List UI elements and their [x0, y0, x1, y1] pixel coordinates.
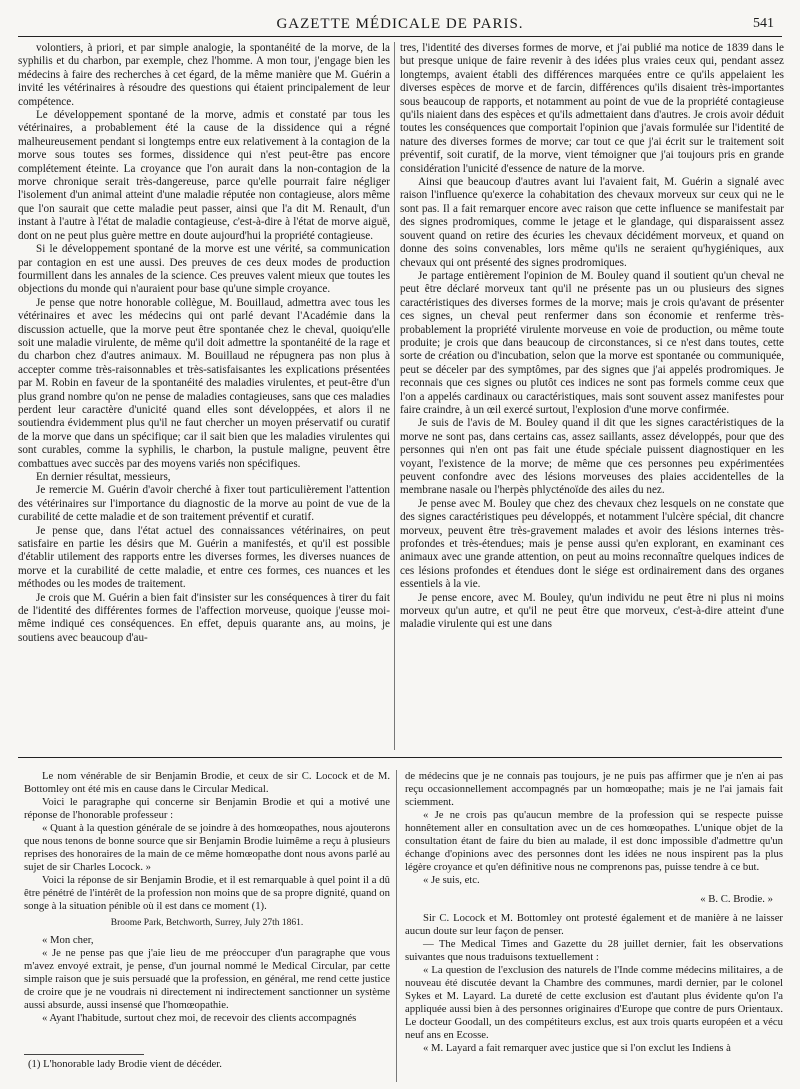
journal-title: GAZETTE MÉDICALE DE PARIS.	[276, 16, 524, 32]
paragraph: « Je ne crois pas qu'aucun membre de la profession qui se respecte puisse honnêtement aller en consultation avec un de ces homœopathes. L'unique objet de la consultation étant de faire du bien au malade, il est donc impossible d'admettre qu'un échange d'opinions avec des personnes dont les idées ne nous inspirent pas la plus légère croyance et qu'en définitive nous ne comprenons pas, puisse tendre à ce but.	[405, 809, 783, 873]
letter-dateline: Broome Park, Betchworth, Surrey, July 27th 1861.	[110, 918, 304, 928]
paragraph: Le nom vénérable de sir Benjamin Brodie, et ceux de sir C. Locock et de M. Bottomley ont été mis en cause dans le Circular Medical.	[24, 770, 390, 795]
footnote-rule	[24, 1054, 144, 1055]
column-divider	[396, 770, 397, 1082]
paragraph: « La question de l'exclusion des naturels de l'Inde comme médecins militaires, a de nouveau été discutée devant la Chambre des communes, mardi dernier, par le colonel Sykes et M. Layard. La dureté de cette exclusion est d'autant plus évidente qu'on l'a appliquée aussi bien à des personnes originaires d'Europe que contre de purs Orientaux. Le docteur Goodall, un des compétiteurs exclus, est aux trois quarts européen et a vécu neuf ans en Ecosse.	[405, 964, 783, 1041]
paragraph: Je pense encore, avec M. Bouley, qu'un individu ne peut être ni plus ni moins morveux qu'un autre, et qu'il ne peut être que morveux, c'est-à-dire atteint d'une maladie virulente qui est une dans	[400, 591, 784, 631]
paragraph: Voici le paragraphe qui concerne sir Benjamin Brodie et qui a motivé une réponse de l'honorable professeur :	[24, 796, 390, 821]
paragraph: de médecins que je ne connais pas toujours, je ne puis pas affirmer que je n'en ai pas reçu occasionnellement accompagnés par un homœopathe; mais je ne l'ai jamais fait sciemment.	[405, 770, 783, 808]
paragraph: Je pense avec M. Bouley que chez des chevaux chez lesquels on ne constate que des signes caractéristiques peu développés, et notamment l'ulcère spécial, dit chancre morveux, peuvent être très-gravement malades et avoir des lésions internes très-profondes et très-étendues; mais je pense aussi qu'en explorant, en examinant ces animaux avec une grande attention, on peut au moins reconnaître quelques indices de ces lésions profondes et étendues dont le siége est ordinairement dans des organes essentiels à la vie.	[400, 497, 784, 591]
paragraph: Ainsi que beaucoup d'autres avant lui l'avaient fait, M. Guérin a signalé avec raison l'influence qu'exerce la cohabitation des chevaux morveux sur ceux qui ne le sont pas. Il a fait remarquer encore avec raison que cette influence se manifestait par des signes prodromiques, comme le jetage et le glandage, qui disparaissent assez souvent quand on retire des écuries les chevaux décidément morveux, et quand on donne des soins convenables, lors même qu'ils ne seraient qu'hygiéniques, aux chevaux qui ont présenté des signes prodromiques.	[400, 176, 784, 269]
section-separator	[18, 757, 782, 758]
top-right-column	[400, 42, 784, 742]
paragraph: Le développement spontané de la morve, admis et constaté par tous les vétérinaires, a probablement été la cause de la dissidence qui a régné malheureusement pendant si longtemps entre eux relativement à la contagion de la morve sous toutes ses formes, dissidence qui n'est peut-être pas encore complétement éteinte. La croyance que l'on aurait dans la non-contagion de la morve chronique serait très-dangereuse, parce qu'elle pourrait faire négliger l'isolement d'un animal atteint d'une maladie réputée non contagieuse, alors même que l'on saurait que cette maladie peut passer, ainsi que l'a dit M. Renault, d'un instant à l'autre à l'état de maladie contagieuse, c'est-à-dire à l'état de morve aiguë, dont on ne peut plus guère mettre en doute aujourd'hui la propriété contagieuse.	[18, 109, 390, 242]
paragraph: Je pense que notre honorable collègue, M. Bouillaud, admettra avec tous les vétérinaires et avec les médecins qui ont parlé devant l'Académie dans la discussion actuelle, que la morve peut être spontanée chez le cheval, quoiqu'elle soit une maladie virulente, de même qu'il doit admettre la spontanéité de la rage et du charbon chez d'autres animaux. M. Bouillaud ne répugnera pas non plus à accepter comme très-raisonnables et très-satisfaisantes les explications présentées par M. Robin en faveur de la spontanéité des maladies virulentes, et peut-être d'un plus grand nombre qu'on ne pense de maladies contagieuses, sans que ces maladies perdent leur caractère d'unicité quand elles sont développées, et alors il ne soutiendra évidemment plus qu'il ne faut chercher un moyen préservatif ou curatif de la morve que dans un spécifique; car il sait bien que les maladies virulentes qui sont curables, comme la syphilis, le charbon, la pustule maligne, peuvent être combattues avec succès par des moyens variés non spécifiques.	[18, 296, 390, 470]
paragraph: volontiers, à priori, et par simple analogie, la spontanéité de la morve, de la syphilis et du charbon, par exemple, chez l'homme. A mon tour, j'engage bien les médecins à faire des recherches à cet égard, de la même manière que M. Guérin a invité les vétérinaires à résoudre des questions qui étaient principalement de leur compétence.	[18, 42, 390, 108]
paragraph: Je suis de l'avis de M. Bouley quand il dit que les signes caractéristiques de la morve ne sont pas, dans certains cas, assez saillants, assez développés, pour que des personnes qui n'en ont pas fait une étude spéciale puissent diagnostiquer en les voyant, l'existence de la morve; de même que ces personnes peu expérimentées peuvent confondre avec des lésions morveuses des plaies accidentelles de la membrane nasale ou l'herpès phlycténoïde des ailes du nez.	[400, 417, 784, 497]
bottom-right-column	[405, 770, 783, 1082]
bottom-left-column	[24, 770, 390, 1050]
paragraph: Si le développement spontané de la morve est une vérité, sa communication par contagion en est une aussi. Des preuves de ces deux modes de production fourmillent dans les annales de la science. Ces preuves valent mieux que toutes les objections du monde qui n'auraient pour base qu'une simple croyance.	[18, 243, 390, 296]
paragraph: En dernier résultat, messieurs,	[36, 471, 171, 483]
letter-signature: « B. C. Brodie. »	[700, 893, 773, 905]
paragraph: « Je suis, etc.	[423, 874, 480, 886]
paragraph: Je partage entièrement l'opinion de M. Bouley quand il soutient qu'un cheval ne peut être déclaré morveux tant qu'il ne présente pas un ou plusieurs des signes caractéristiques des diverses formes de la morve; mais je crois qu'avant de présenter ces signes, un cheval peut renfermer dans son économie et renferme très-probablement la propriété virulente morveuse en voie de production, ou même toute produite; je crois que dans beaucoup de circonstances, si ce n'est dans toutes, cette sorte de création ou d'incubation, selon que la morve est spontanée ou communiquée, peut se déceler par des symptômes, par des signes que j'ai appelés prodromiques. Je reconnais que ces signes ou plutôt ces indices ne sont pas formels comme ceux que l'on a appelés cardinaux ou caractéristiques, mais sont souvent assez manifestes pour faire craindre, à un œil exercé surtout, l'explosion d'une morve confirmée.	[400, 269, 784, 416]
paragraph: tres, l'identité des diverses formes de morve, et j'ai publié ma notice de 1839 dans le but presque unique de faire revenir à des idées plus vraies ceux qui, pendant assez longtemps, avaient établi des différences marquées entre ce qu'ils appelaient les diverses espèces de morve et de farcin, différences qu'ils disaient très-importantes sous beaucoup de rapports, et notamment au point de vue de la propriété contagieuse qu'ils niaient dans des espèces et qu'ils admettaient dans d'autres. Je crois avoir déduit toutes les conséquences que comportait l'opinion que j'avais formulée sur l'identité de nature des diverses formes de morve; car tout ce que j'ai écrit sur le traitement soit préventif, soit curatif, de la morve, vient témoigner que j'ai toujours pris en grande considération l'unicité d'essence de nature de la morve.	[400, 42, 784, 175]
paragraph: « M. Layard a fait remarquer avec justice que si l'on exclut les Indiens à	[423, 1042, 731, 1054]
page-number: 541	[753, 16, 774, 31]
quote: « Je ne pense pas que j'aie lieu de me préoccuper d'un paragraphe que vous m'avez envoyé extrait, je pense, d'un journal nommé le Medical Circular, par cette simple raison que je suis persuadé que la profession, en général, me rend cette justice de croire que je ne voudrais ni directement ni indirectement sanctionner un système aussi absurde, aussi insensé que l'homœopathie.	[24, 947, 390, 1011]
footnote: (1) L'honorable lady Brodie vient de décéder.	[28, 1058, 222, 1070]
top-left-column	[18, 42, 390, 742]
column-divider	[394, 42, 395, 750]
paragraph: Je pense que, dans l'état actuel des connaissances vétérinaires, on peut satisfaire en partie les désirs que M. Guérin a manifestés, et qu'il est possible d'établir utilement des rapports entre les diverses formes, les diverses nuances de morve et la curabilité de cette maladie, et entre ces formes, ces nuances et les méthodes ou les modes de traitement.	[18, 524, 390, 591]
paragraph: Je crois que M. Guérin a bien fait d'insister sur les conséquences à tirer du fait de l'identité des différentes formes de l'affection morveuse, quoique j'eusse moi-même indiqué ces conséquences. En effet, depuis quarante ans, au moins, je soutiens avec beaucoup d'au-	[18, 591, 390, 644]
paragraph: Sir C. Locock et M. Bottomley ont protesté également et de manière à ne laisser aucun doute sur leur façon de penser.	[405, 912, 783, 937]
page-header	[18, 10, 782, 37]
salutation: « Mon cher,	[42, 934, 94, 946]
quote: « Ayant l'habitude, surtout chez moi, de recevoir des clients accompagnés	[42, 1012, 357, 1024]
paragraph: Voici la réponse de sir Benjamin Brodie, et il est remarquable à quel point il a dû être pénétré de l'intérêt de la profession non moins que de sa propre dignité, quand on songe à la situation pénible où il est dans ce moment (1).	[24, 874, 390, 912]
paragraph: — The Medical Times and Gazette du 28 juillet dernier, fait les observations suivantes que nous traduisons textuellement :	[405, 938, 783, 963]
paragraph: Je remercie M. Guérin d'avoir cherché à fixer tout particulièrement l'attention des vétérinaires sur l'importance du diagnostic de la morve au point de vue de la curabilité de cette maladie et de son traitement préventif et curatif.	[18, 484, 390, 524]
quote: « Quant à la question générale de se joindre à des homœopathes, nous ajouterons que nous tenons de bonne source que sir Benjamin Brodie luimême a reçu à plusieurs reprises des honoraires de la main de ce même homœopathe dont nous avons parlé au sujet de sir Charles Locock. »	[24, 822, 390, 873]
